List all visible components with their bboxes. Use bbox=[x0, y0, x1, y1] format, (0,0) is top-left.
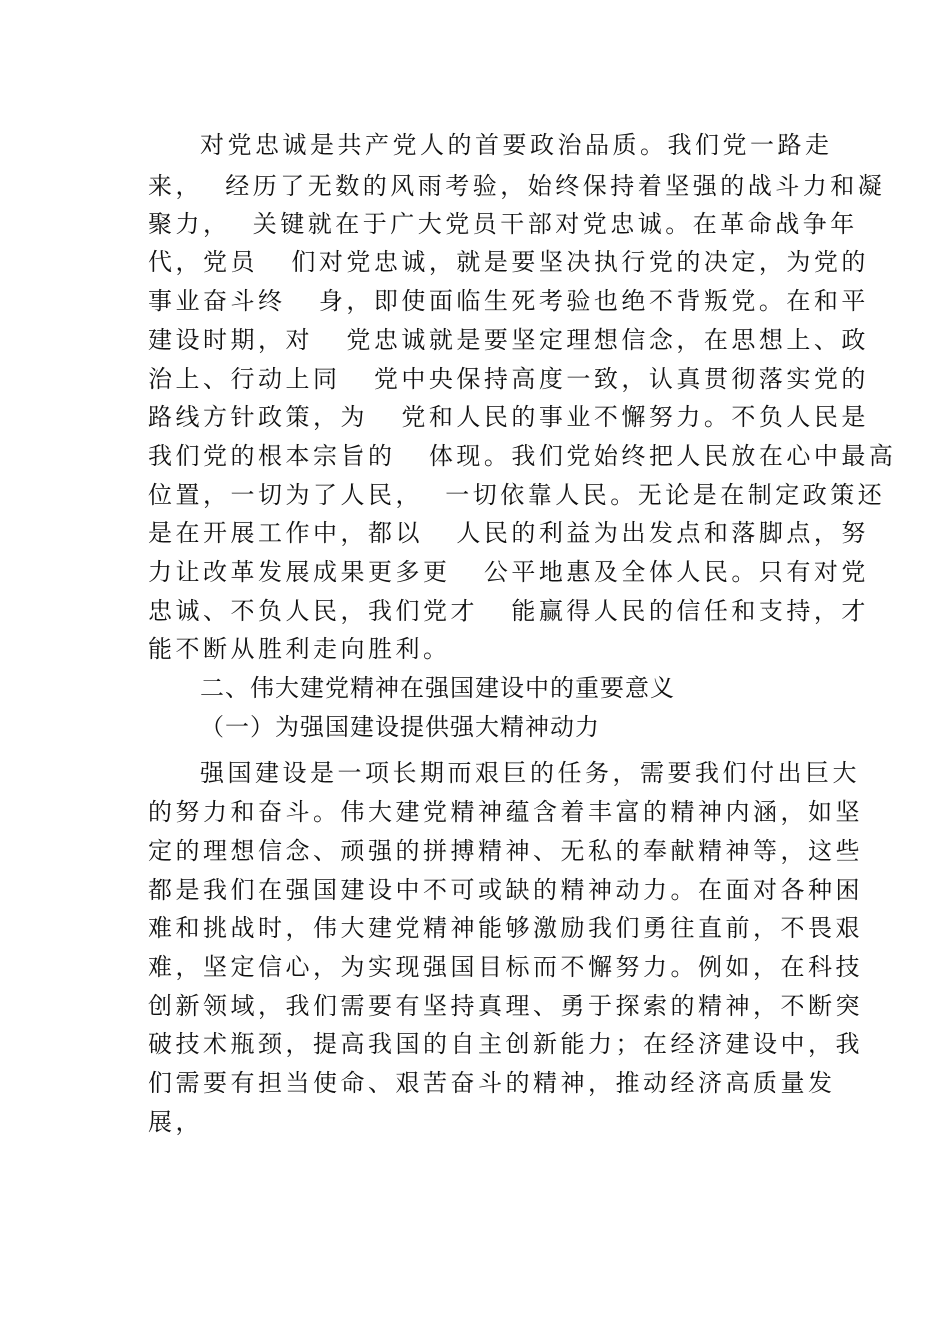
paragraph-1-line-13: 忠诚、不负人民，我们党才 能赢得人民的信任和支持，才 bbox=[148, 597, 869, 625]
paragraph-1-line-1: 对党忠诚是共产党人的首要政治品质。我们党一路走 bbox=[200, 131, 833, 159]
paragraph-2-line-4: 都是我们在强国建设中不可或缺的精神动力。在面对各种困 bbox=[148, 876, 863, 904]
paragraph-1-line-11: 是在开展工作中，都以 人民的利益为出发点和落脚点，努 bbox=[148, 519, 869, 547]
paragraph-1-line-4: 代，党员 们对党忠诚，就是要坚决执行党的决定，为党的 bbox=[148, 248, 869, 276]
paragraph-1-line-5: 事业奋斗终 身，即使面临生死考验也绝不背叛党。在和平 bbox=[148, 287, 869, 315]
subsection-heading: （一）为强国建设提供强大精神动力 bbox=[200, 713, 600, 741]
paragraph-2-line-3: 定的理想信念、顽强的拼搏精神、无私的奉献精神等，这些 bbox=[148, 837, 863, 865]
paragraph-2-line-9: 们需要有担当使命、艰苦奋斗的精神，推动经济高质量发 bbox=[148, 1069, 836, 1097]
paragraph-1-line-6: 建设时期，对 党忠诚就是要坚定理想信念，在思想上、政 bbox=[148, 326, 869, 354]
paragraph-2-line-10: 展， bbox=[148, 1108, 203, 1136]
paragraph-2-line-6: 难，坚定信心，为实现强国目标而不懈努力。例如，在科技 bbox=[148, 953, 863, 981]
paragraph-2-line-5: 难和挑战时，伟大建党精神能够激励我们勇往直前，不畏艰 bbox=[148, 914, 863, 942]
paragraph-2-line-8: 破技术瓶颈，提高我国的自主创新能力；在经济建设中，我 bbox=[148, 1030, 863, 1058]
paragraph-1-line-3: 聚力， 关键就在于广大党员干部对党忠诚。在革命战争年 bbox=[148, 210, 858, 238]
paragraph-1-line-7: 治上、行动上同 党中央保持高度一致，认真贯彻落实党的 bbox=[148, 365, 869, 393]
paragraph-1-line-10: 位置，一切为了人民， 一切依靠人民。无论是在制定政策还 bbox=[148, 481, 886, 509]
paragraph-2-line-7: 创新领域，我们需要有坚持真理、勇于探索的精神，不断突 bbox=[148, 992, 863, 1020]
paragraph-1-line-12: 力让改革发展成果更多更 公平地惠及全体人民。只有对党 bbox=[148, 558, 869, 586]
paragraph-1-line-2: 来， 经历了无数的风雨考验，始终保持着坚强的战斗力和凝 bbox=[148, 172, 886, 200]
paragraph-2-line-2: 的努力和奋斗。伟大建党精神蕴含着丰富的精神内涵，如坚 bbox=[148, 798, 863, 826]
paragraph-1-line-9: 我们党的根本宗旨的 体现。我们党始终把人民放在心中最高 bbox=[148, 442, 897, 470]
paragraph-2-line-1: 强国建设是一项长期而艰巨的任务，需要我们付出巨大 bbox=[200, 759, 860, 787]
paragraph-1-line-14: 能不断从胜利走向胜利。 bbox=[148, 635, 451, 663]
section-heading: 二、伟大建党精神在强国建设中的重要意义 bbox=[200, 674, 675, 702]
paragraph-1-line-8: 路线方针政策，为 党和人民的事业不懈努力。不负人民是 bbox=[148, 403, 869, 431]
